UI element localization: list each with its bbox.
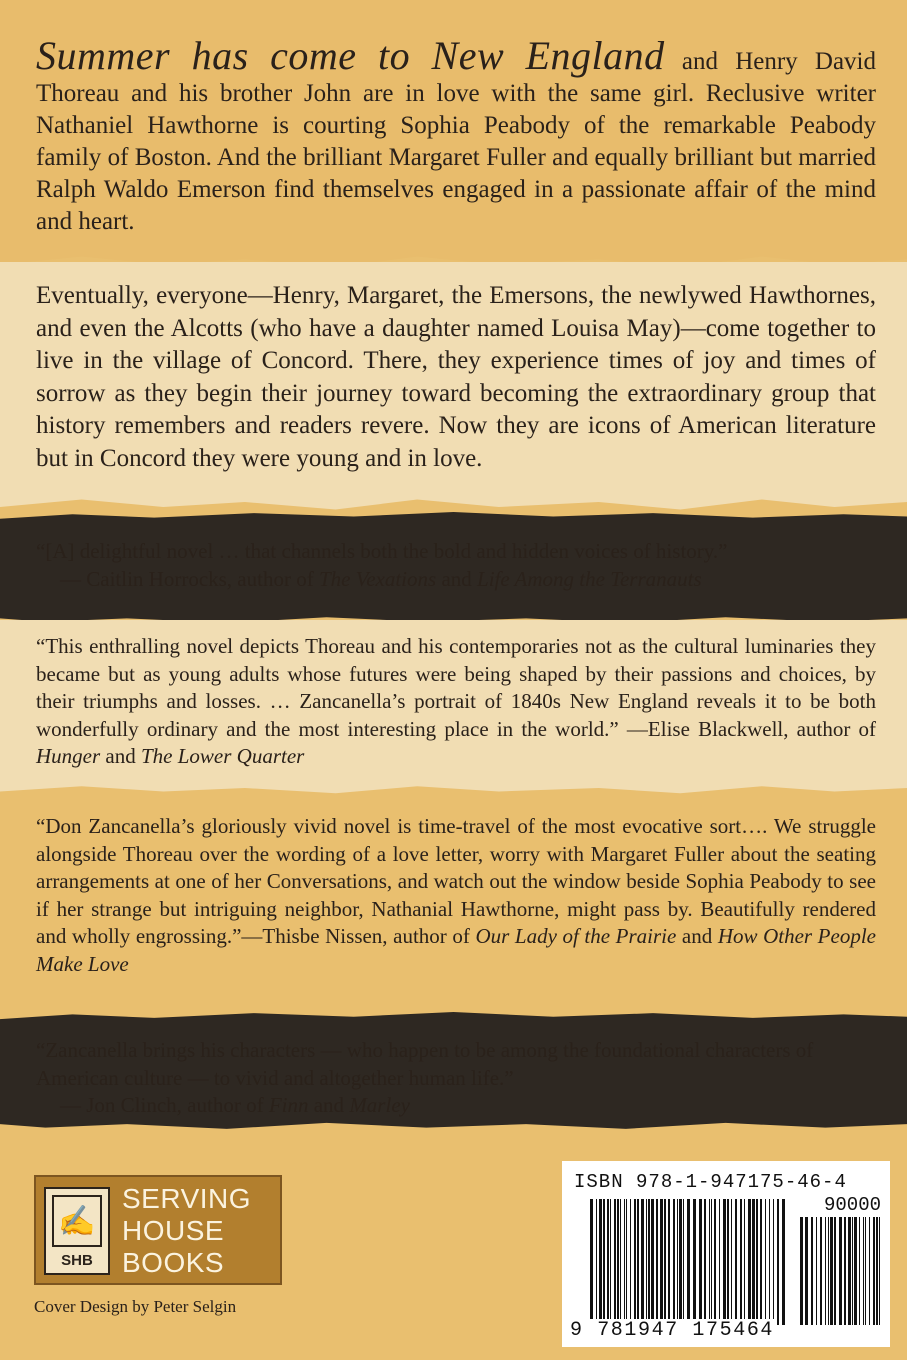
blurb-attribution: — Jon Clinch, author of Finn and Marley: [60, 1093, 410, 1117]
book-title: Hunger: [36, 744, 101, 768]
price-code: 90000: [824, 1194, 882, 1216]
book-title: The Vexations: [318, 566, 437, 591]
intro-body: and Henry David Thoreau and his brother John are in love with the same girl. Reclusive writer Nathaniel Hawthorne is courting Sophia Peabody of the remarkable Peabody family of Boston. And the brilliant Margaret Fuller and equally brilliant but married Ralph Waldo Emerson find themselves engaged in a passionate affair of the mind and heart.: [36, 48, 876, 235]
ean-number: 9 781947 175464: [570, 1319, 775, 1342]
intro-lead: Summer has come to New England: [36, 33, 665, 78]
book-title: Our Lady of the Prairie: [475, 924, 677, 948]
isbn-number: ISBN 978-1-947175-46-4: [574, 1171, 847, 1193]
blurb-text: “Zancanella brings his characters — who happen to be among the foundational characters of American culture — to vivid and altogether human life.”: [36, 1038, 814, 1090]
blurb-clinch: [36, 1037, 886, 1120]
blurb-nissen: “Don Zancanella’s gloriously vivid novel is time-travel of the most evocative sort…. We struggle alongside Thoreau over the wording of a love letter, worry with Margaret Fuller about the seating arrangements at one of her Conversations, and watch out the window beside Sophia Peabody to see if her strange but intriguing neighbor, Nathanial Hawthorne, might pass by. Beautifully rendered and wholly engrossing.”—Thisbe Nissen, author of Our Lady of the Prairie and How Other People Make Love: [36, 814, 876, 976]
blurb-text: “Don Zancanella’s gloriously vivid novel is time-travel of the most evocative sort…. We struggle alongside Thoreau over the wording of a love letter, worry with Margaret Fuller about the seating arrangements at one of her Conversations, and watch out the window beside Sophia Peabody to see if her strange but intriguing neighbor, Nathanial Hawthorne, might pass by. Beautifully rendered and wholly engrossing.”—Thisbe Nissen, author of: [36, 814, 876, 948]
story-paragraph: Eventually, everyone—Henry, Margaret, the Emersons, the newlywed Hawthornes, and even the Alcotts (who have a daughter named Louisa May)—come together to live in the village of Concord. There, they experience times of joy and times of sorrow as they begin their journey toward becoming the extraordinary group that history remembers and readers revere. Now they are icons of American literature but in Concord they were young and in love.: [36, 282, 876, 472]
blurb-text: “This enthralling novel depicts Thoreau and his contemporaries not as the cultural luminaries they became but as young adults whose futures were being shaped by their passions and choices, by their triumphs and losses. … Zancanella’s portrait of 1840s New England reveals it to be both wonderfully ordinary and the most interesting place in the world.” —Elise Blackwell, author of: [36, 634, 876, 741]
intro-paragraph: [36, 33, 876, 238]
publisher-mark: [44, 1187, 110, 1275]
book-title: The Lower Quarter: [141, 744, 305, 768]
book-title: Finn: [268, 1093, 309, 1117]
publisher-mark-letters: SHB: [61, 1252, 93, 1269]
isbn-barcode: [562, 1161, 890, 1347]
blurb-horrocks: [36, 538, 876, 593]
addon-barcode-bars: [800, 1217, 880, 1325]
ean-barcode-bars: [590, 1199, 786, 1325]
publisher-name: SERVING HOUSE BOOKS: [122, 1183, 252, 1278]
book-title: Life Among the Terranauts: [477, 566, 702, 591]
publisher-logo: [34, 1175, 282, 1285]
blurb-attribution: — Caitlin Horrocks, author of The Vexations and Life Among the Terranauts: [60, 566, 702, 591]
cover-credit: Cover Design by Peter Selgin: [34, 1297, 237, 1316]
scribe-icon: ✍: [52, 1195, 102, 1247]
book-title: Marley: [349, 1093, 410, 1117]
blurb-blackwell: “This enthralling novel depicts Thoreau and his contemporaries not as the cultural luminaries they became but as young adults whose futures were being shaped by their passions and choices, by their triumphs and losses. … Zancanella’s portrait of 1840s New England reveals it to be both wonderfully ordinary and the most interesting place in the world.” —Elise Blackwell, author of Hunger and The Lower Quarter: [36, 634, 876, 768]
blurb-text: “[A] delightful novel … that channels both the bold and hidden voices of history.”: [36, 539, 728, 563]
book-title: How Other People Make Love: [36, 924, 876, 976]
